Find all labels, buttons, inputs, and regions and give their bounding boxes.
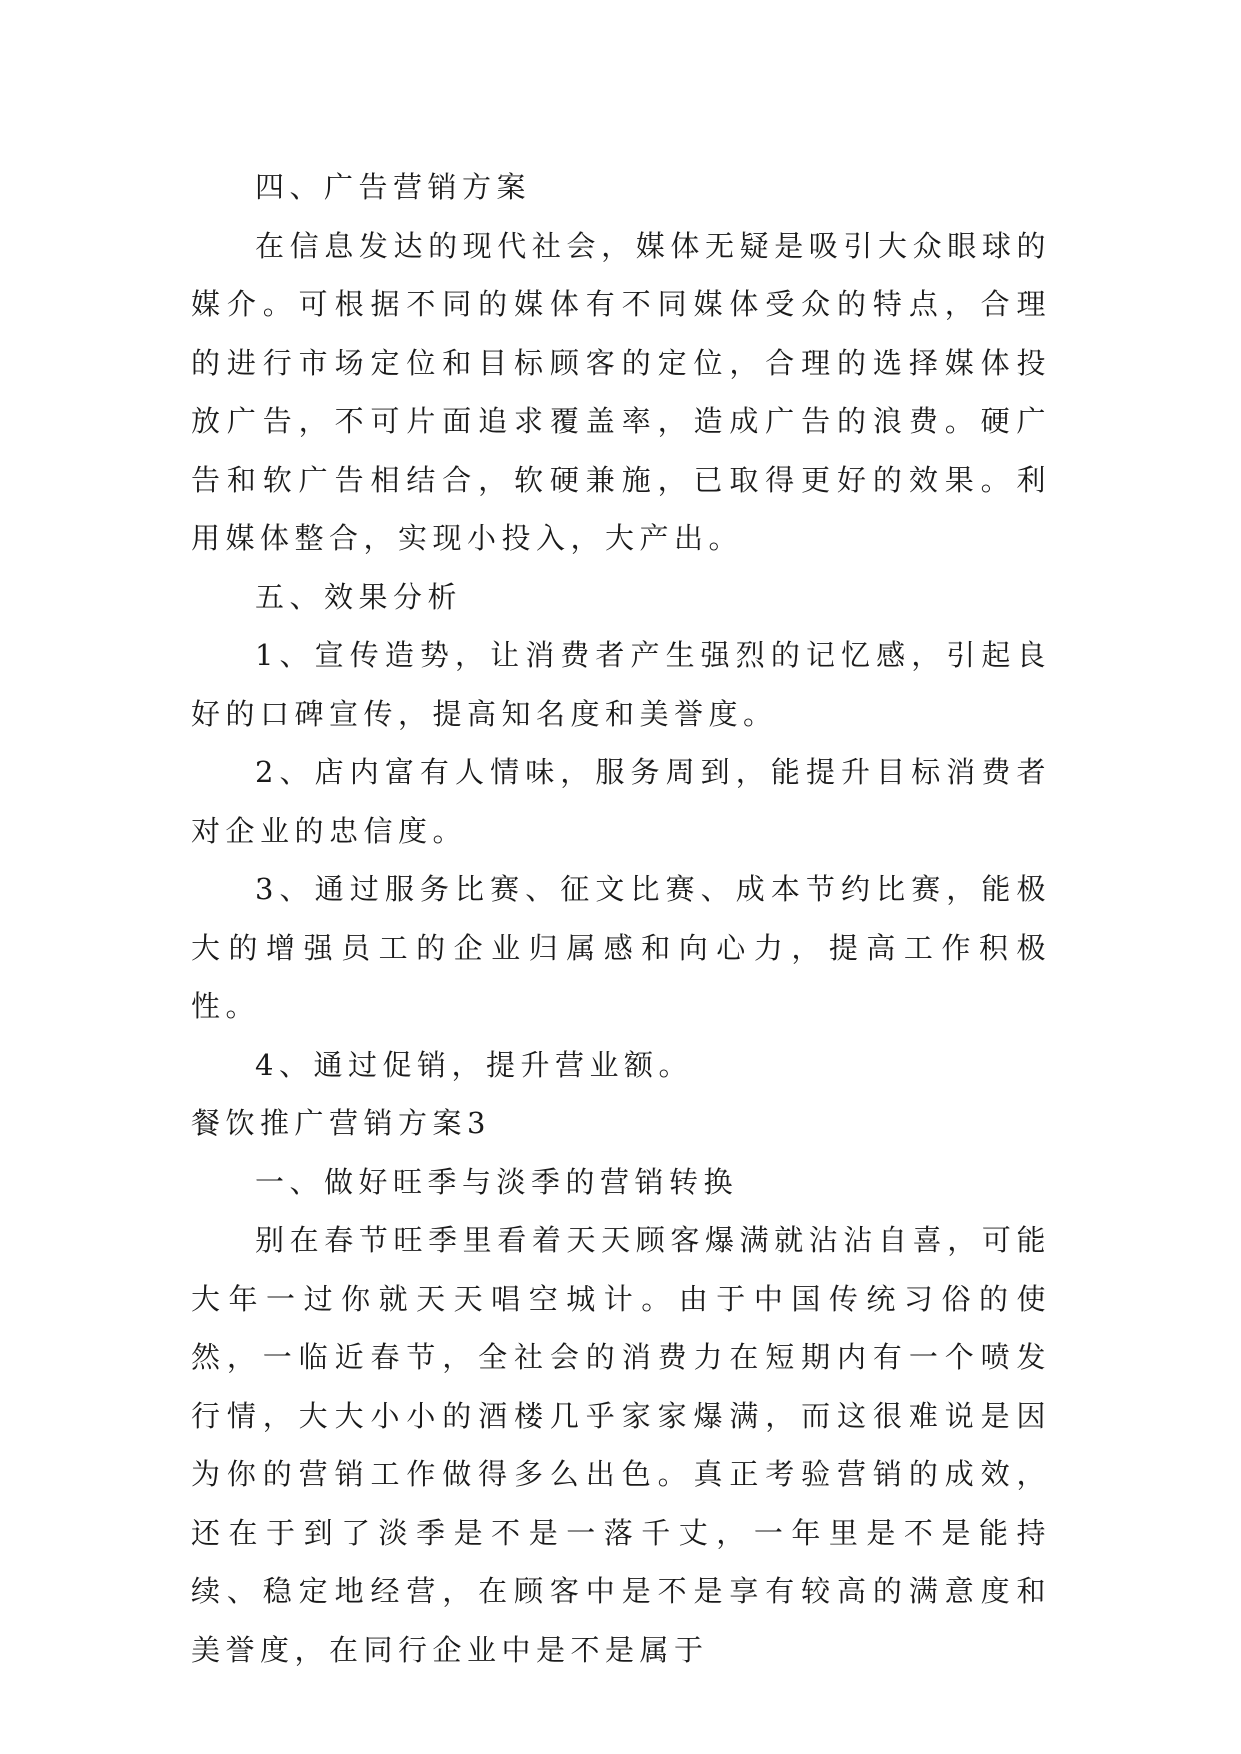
list-item-effect-4: 4、通过促销，提升营业额。 [255, 1047, 693, 1082]
list-item-effect-3: 3、通过服务比赛、征文比赛、成本节约比赛，能极大的增强员工的企业归属感和向心力，提高工作积极性。 [191, 872, 1051, 1023]
list-item-effect-2: 2、店内富有人情味，服务周到，能提升目标消费者对企业的忠信度。 [191, 755, 1051, 848]
document-body [191, 158, 1051, 1679]
paragraph-advertising: 在信息发达的现代社会，媒体无疑是吸引大众眼球的媒介。可根据不同的媒体有不同媒体受众的特点，合理的进行市场定位和目标顾客的定位，合理的选择媒体投放广告，不可片面追求覆盖率，造成广告的浪费。硬广告和软广告相结合，软硬兼施，已取得更好的效果。利用媒体整合，实现小投入，大产出。 [191, 228, 1051, 555]
section-heading-season-conversion: 一、做好旺季与淡季的营销转换 [255, 1164, 739, 1199]
section-heading-effect-analysis: 五、效果分析 [255, 579, 463, 614]
paragraph-season-conversion: 别在春节旺季里看着天天顾客爆满就沾沾自喜，可能大年一过你就天天唱空城计。由于中国传统习俗的使然，一临近春节，全社会的消费力在短期内有一个喷发行情，大大小小的酒楼几乎家家爆满，而这很难说是因为你的营销工作做得多么出色。真正考验营销的成效，还在于到了淡季是不是一落千丈，一年里是不是能持续、稳定地经营，在顾客中是不是享有较高的满意度和美誉度，在同行企业中是不是属于 [191, 1223, 1051, 1667]
section-heading-advertising: 四、广告营销方案 [255, 170, 532, 204]
list-item-effect-1: 1、宣传造势，让消费者产生强烈的记忆感，引起良好的口碑宣传，提高知名度和美誉度。 [191, 638, 1051, 731]
document-title-plan-3: 餐饮推广营销方案3 [191, 1106, 491, 1140]
